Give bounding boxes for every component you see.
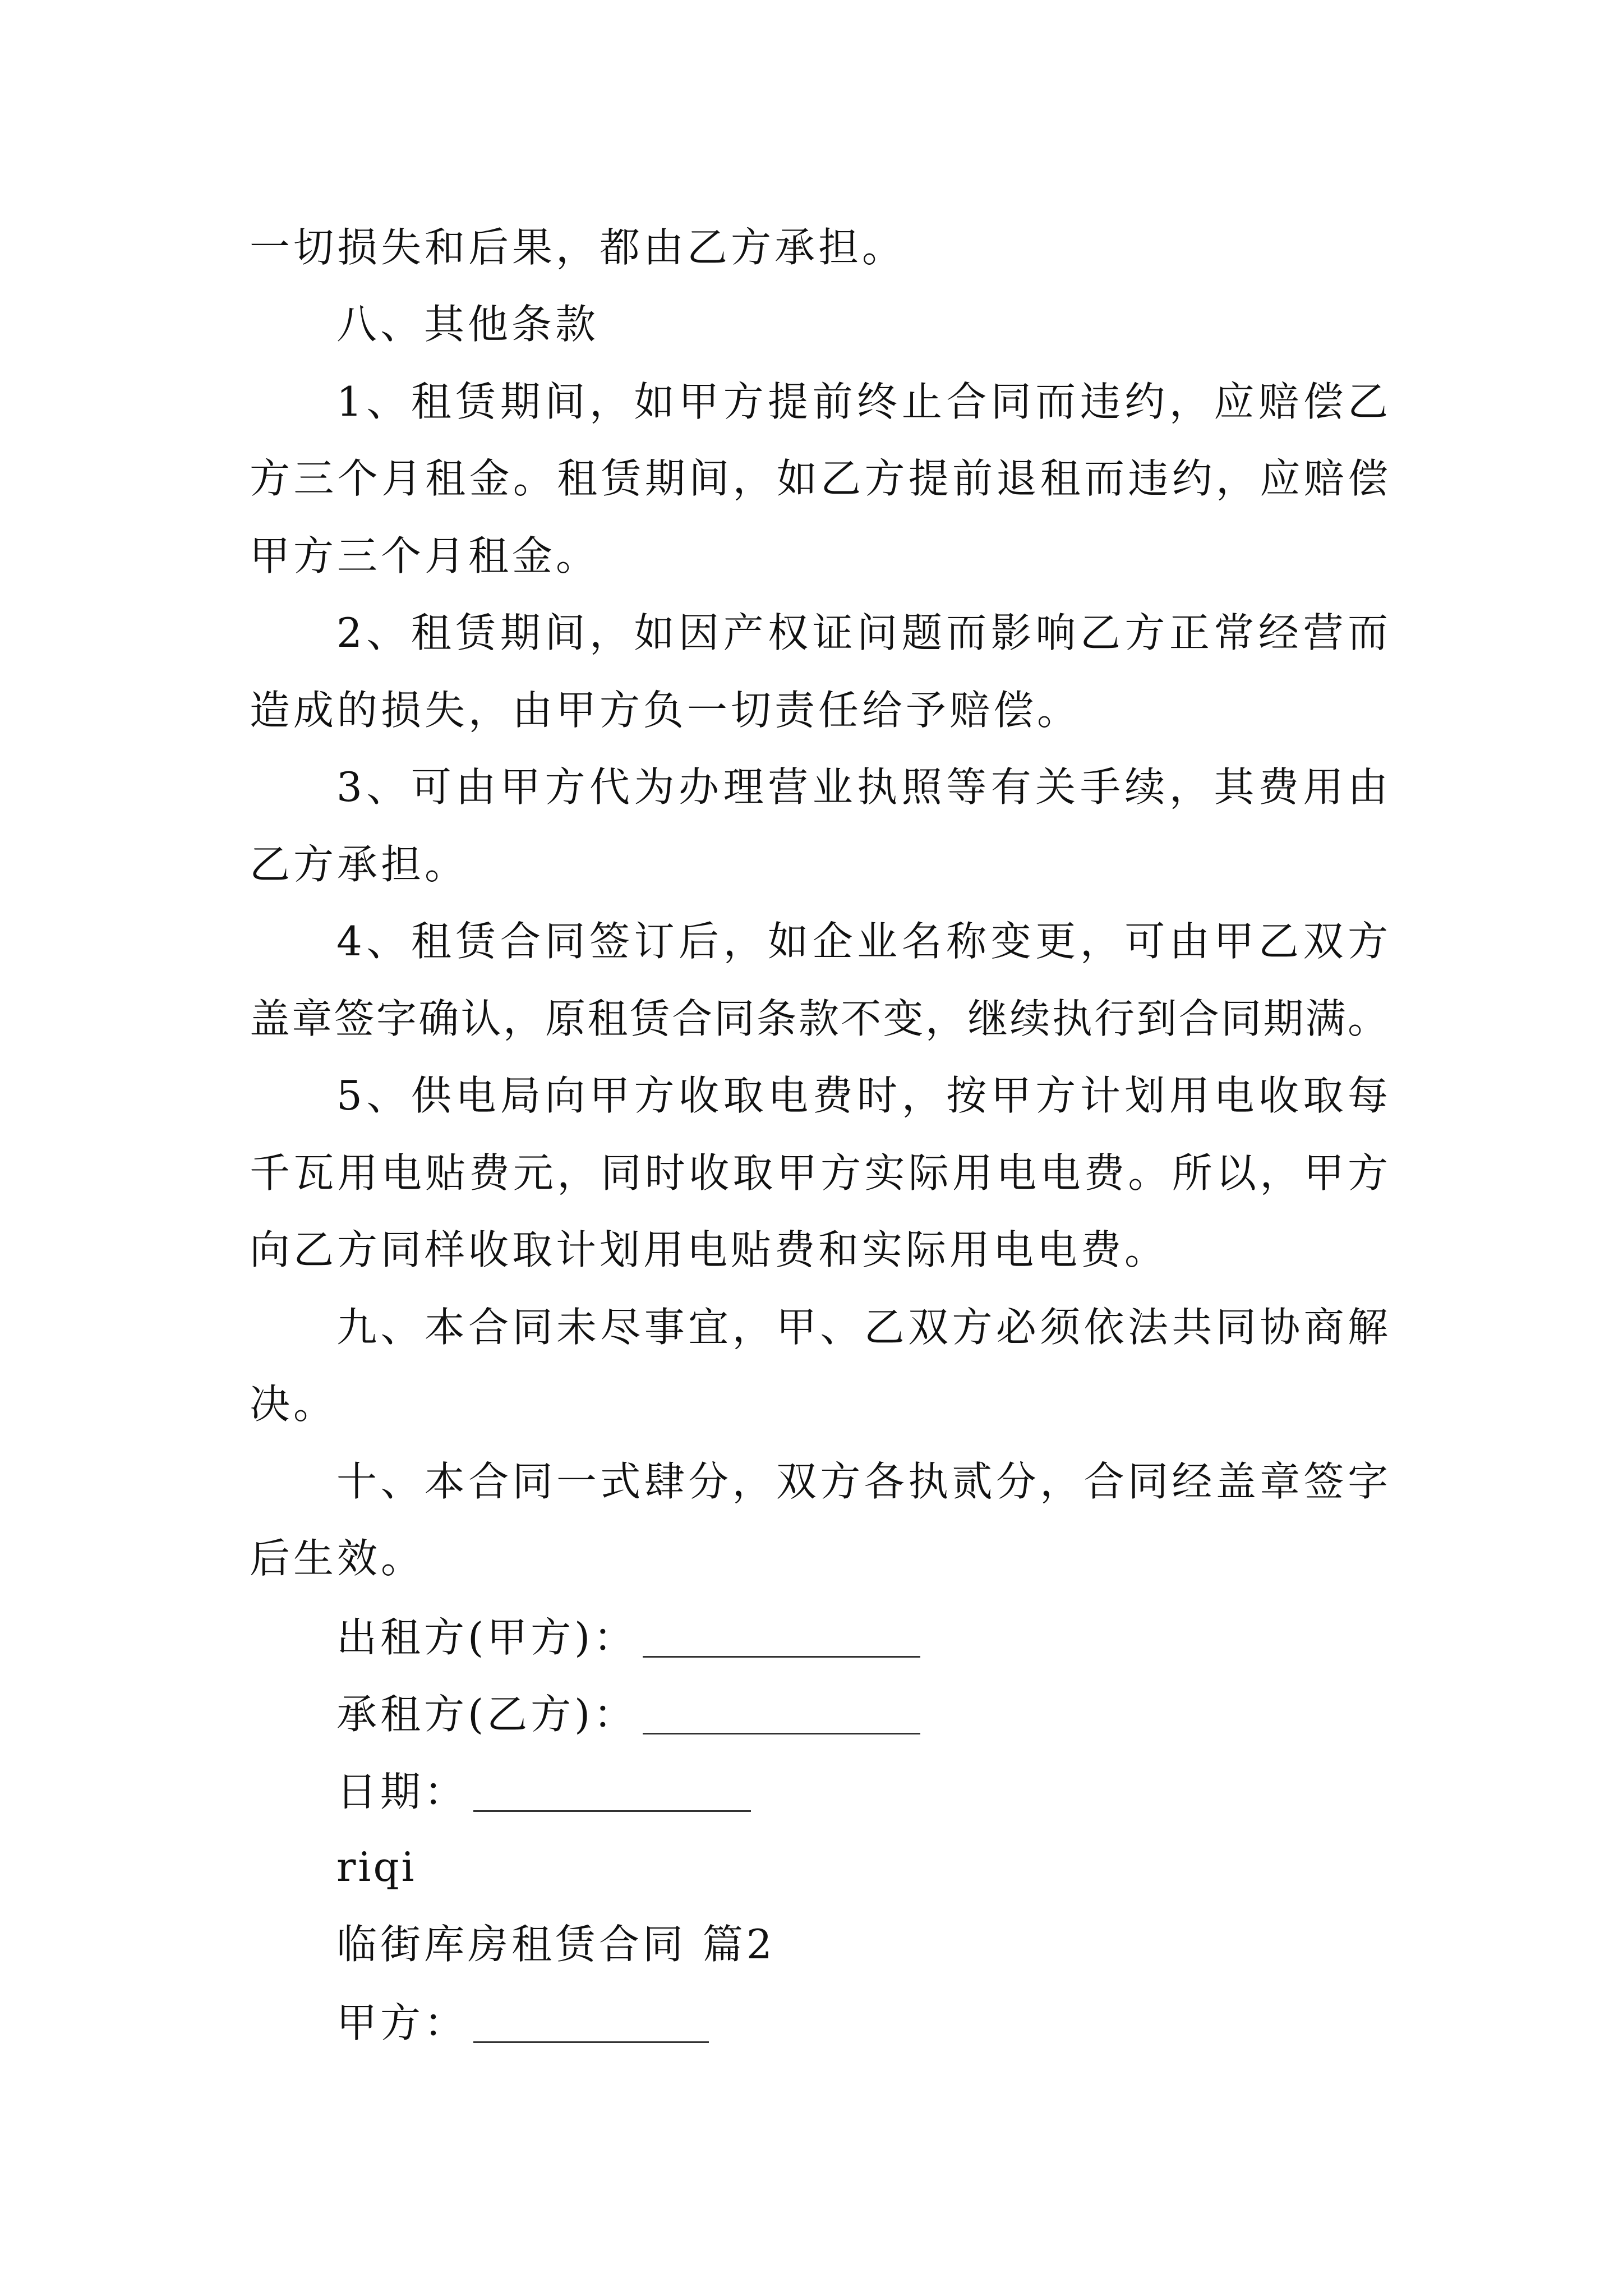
paragraph-line: 4、租赁合同签订后，如企业名称变更，可由甲乙双方 [336,918,1388,965]
section-line: 九、本合同未尽事宜，甲、乙双方必须依法共同协商解 [336,1304,1388,1351]
lessee-signature-line [336,1691,920,1738]
section-line: 十、本合同一式肆分，双方各执贰分，合同经盖章签字 [336,1458,1388,1505]
lessor-label: 出租方(甲方)： [336,1614,638,1661]
date-label: 日期： [336,1768,468,1815]
lessee-blank [643,1692,920,1734]
paragraph-line: 2、租赁期间，如因产权证问题而影响乙方正常经营而 [336,609,1388,656]
paragraph-line: 5、供电局向甲方收取电费时，按甲方计划用电收取每 [336,1072,1388,1119]
paragraph-line: 决。 [250,1381,338,1428]
paragraph-line: 乙方承担。 [250,841,469,888]
paragraph-line: 盖章签字确认，原租赁合同条款不变，继续执行到合同期满。 [250,995,1388,1042]
paragraph-line: 后生效。 [250,1535,425,1582]
next-contract-title: 临街库房租赁合同 篇2 [336,1921,776,1968]
paragraph-line: 3、可由甲方代为办理营业执照等有关手续，其费用由 [336,763,1388,811]
party-a-line [336,1999,709,2046]
paragraph-line: 千瓦用电贴费元，同时收取甲方实际用电电费。所以，甲方 [250,1149,1388,1197]
paragraph-line: 向乙方同样收取计划用电贴费和实际用电电费。 [250,1226,1169,1273]
paragraph-line: 方三个月租金。租赁期间，如乙方提前退租而违约，应赔偿 [250,455,1388,502]
paragraph-line: 1、租赁期间，如甲方提前终止合同而违约，应赔偿乙 [336,378,1388,425]
lessee-label: 承租方(乙方)： [336,1691,638,1738]
lessor-blank [643,1616,920,1658]
party-a-blank [473,2001,709,2043]
date-signature-line [336,1768,751,1815]
party-a-label: 甲方： [336,1999,468,2046]
paragraph-line: 甲方三个月租金。 [250,532,600,579]
paragraph-line: 造成的损失，由甲方负一切责任给予赔偿。 [250,687,1081,734]
riqi-text: riqi [336,1843,417,1890]
date-blank [473,1770,751,1812]
lessor-signature-line [336,1614,920,1661]
section-heading: 八、其他条款 [336,301,600,348]
paragraph-line: 一切损失和后果，都由乙方承担。 [250,224,906,271]
